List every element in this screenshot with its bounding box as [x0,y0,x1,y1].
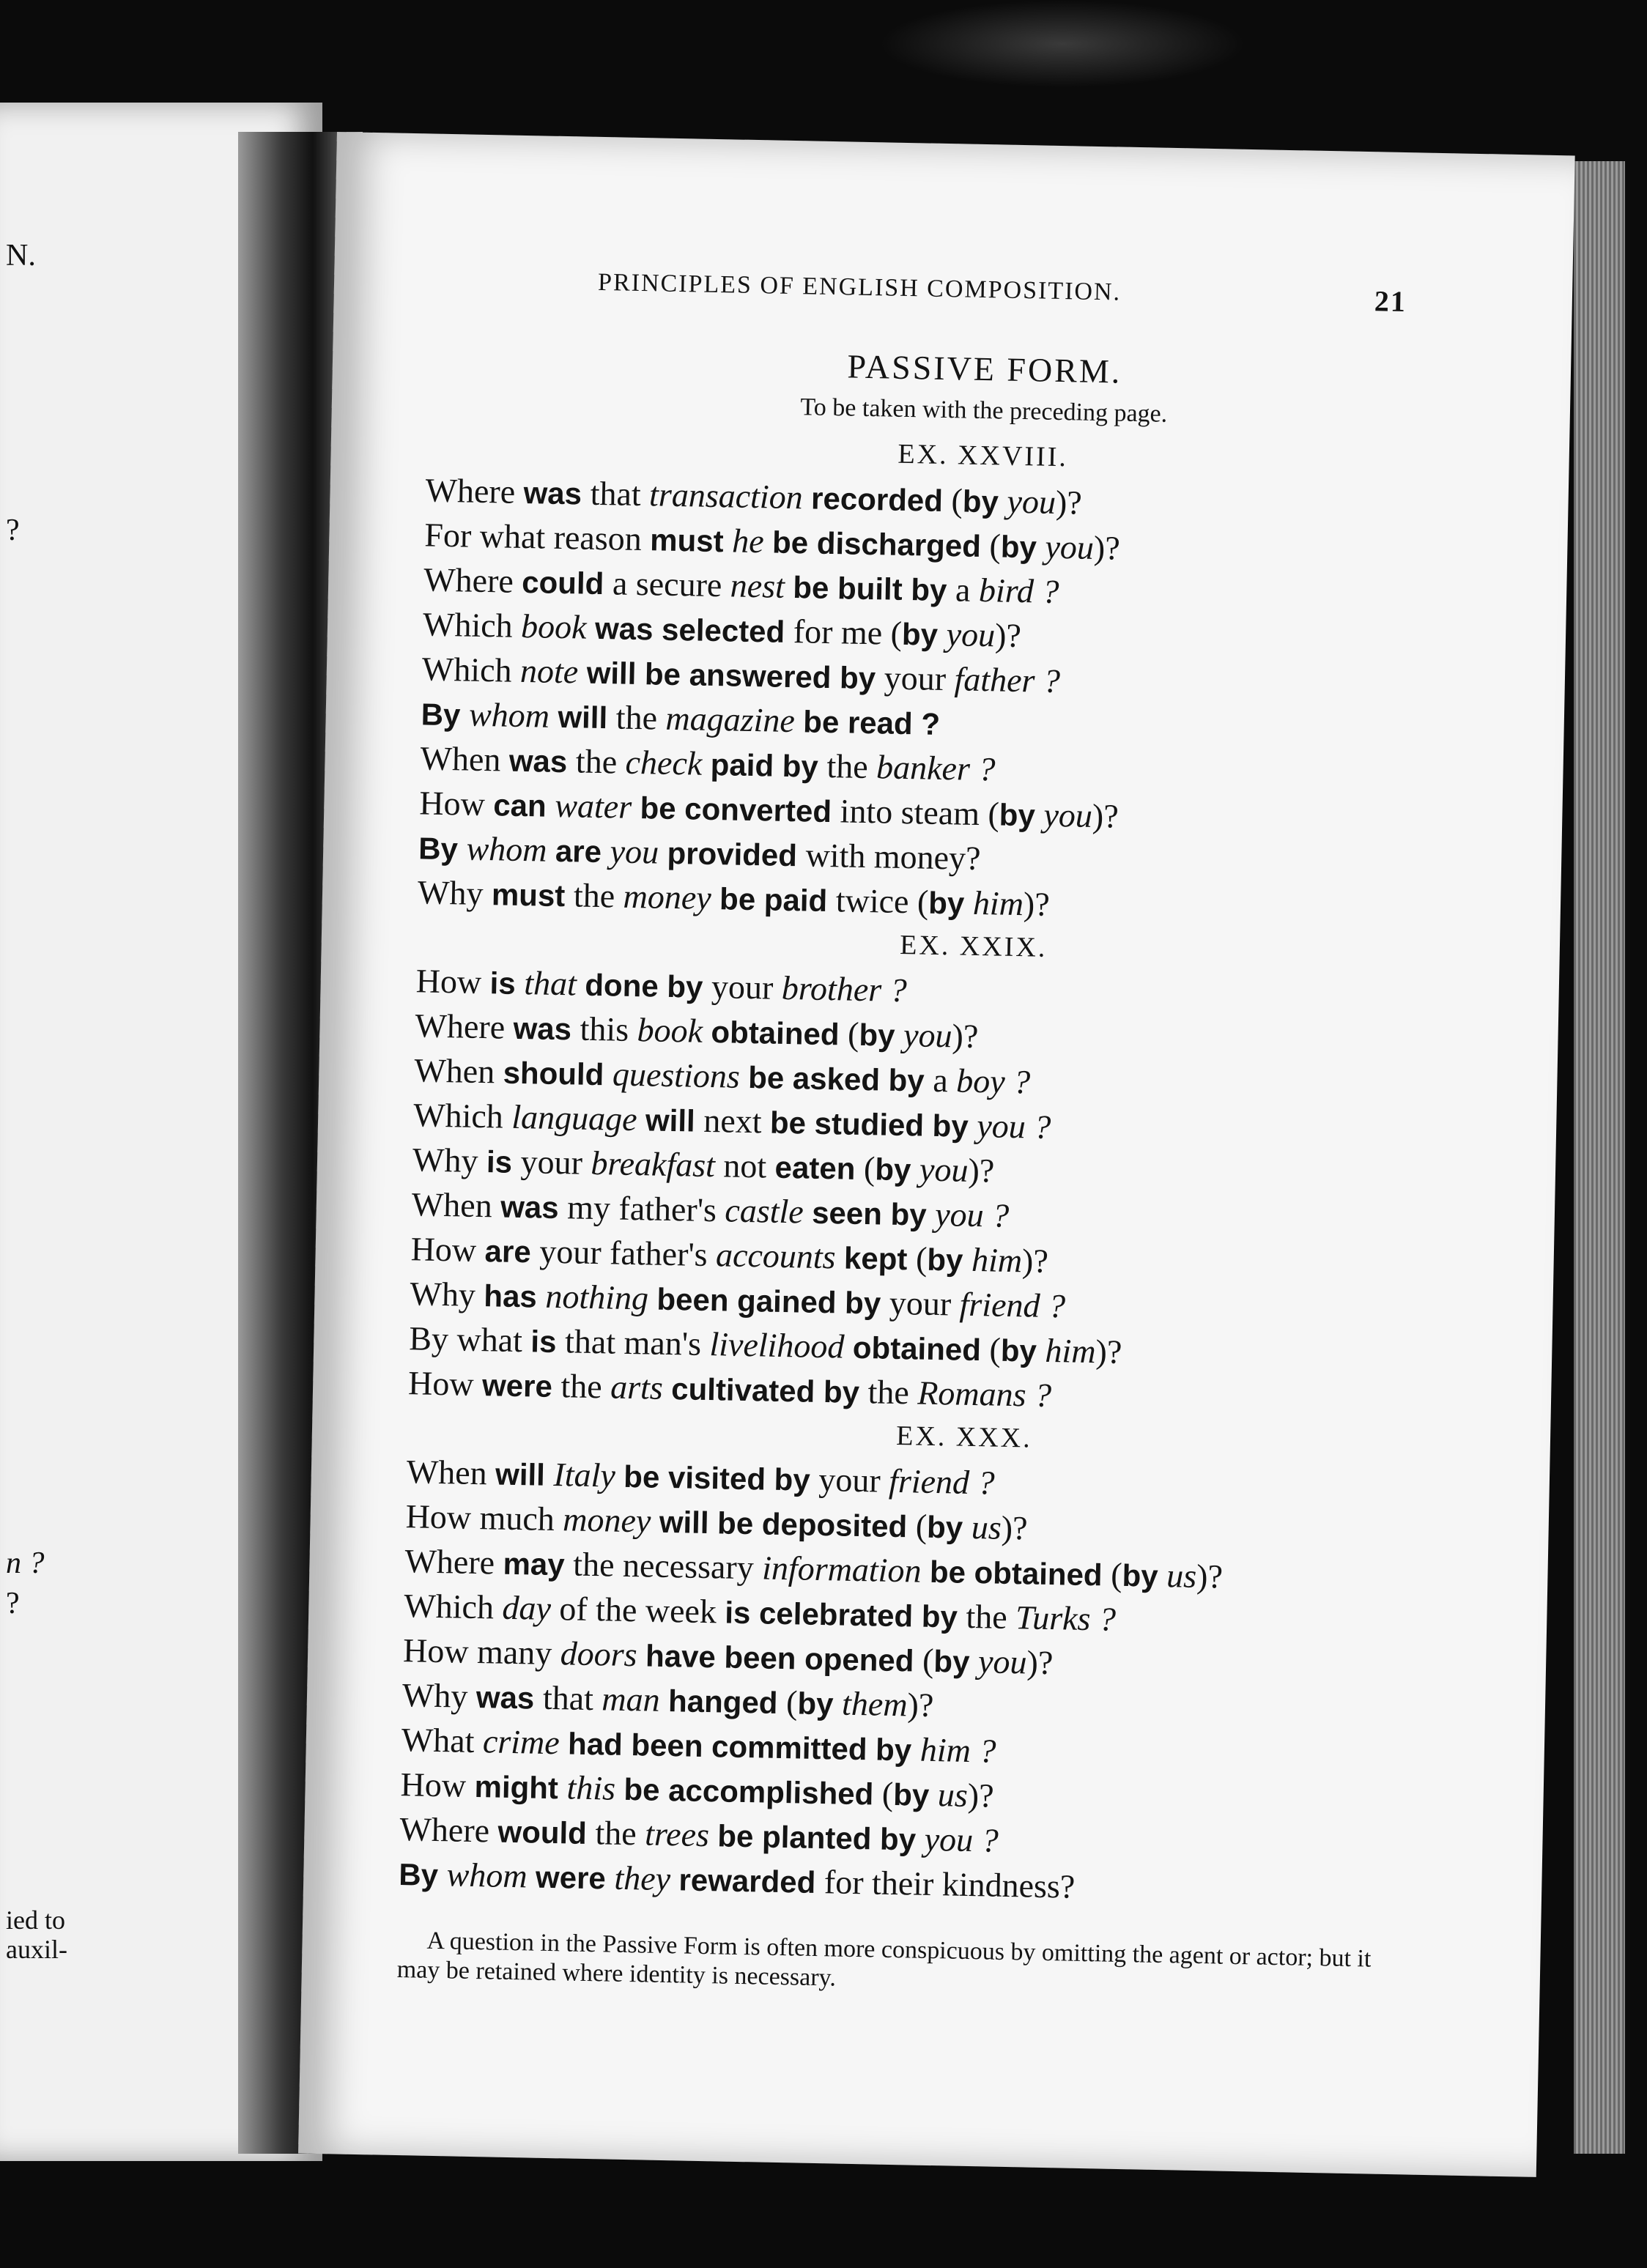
question-segment: water [554,786,641,826]
question-segment: )? [952,1017,979,1056]
question-segment: Turks ? [1015,1598,1117,1638]
question-segment: must [491,877,574,914]
question-segment: by [901,616,947,653]
page-edges [1574,161,1625,2154]
question-segment: doors [560,1634,646,1674]
question-segment: Where [404,1542,504,1582]
question-segment: will [558,699,617,735]
question-segment: eaten [774,1149,865,1187]
question-segment: your [818,1460,889,1500]
question-segment: is [486,1144,522,1180]
question-segment: him ? [919,1730,996,1770]
question-segment: the [966,1597,1016,1637]
question-segment: cultivated by [670,1371,869,1410]
exercise-questions [408,959,1442,1426]
question-segment: my father's [566,1188,725,1229]
question-segment: by [928,885,974,921]
book-page [298,132,1575,2177]
question-segment: arts [610,1368,672,1407]
question-segment: When [420,739,510,779]
question-segment: nothing [545,1277,658,1317]
question-segment: by [874,1152,920,1187]
question-segment: )? [968,1151,995,1190]
question-segment: of the week [558,1590,725,1631]
question-segment: be studied by [769,1105,977,1144]
question-segment: for me ( [793,612,903,652]
question-segment: that [542,1678,602,1718]
question-segment: us [1166,1557,1197,1595]
question-segment: )? [1055,483,1083,522]
question-segment: has [484,1278,546,1314]
question-segment: with money? [805,836,981,878]
question-segment: were [481,1368,561,1404]
question-segment: this [566,1768,625,1807]
question-segment: nest [730,566,793,606]
question-segment: be planted by [717,1818,925,1857]
question-segment: Italy [553,1456,624,1494]
question-segment: be accomplished [623,1771,883,1812]
section-heading: PASSIVE FORM. [847,347,1122,390]
question-segment: by [926,1509,972,1545]
question-segment: you [1045,527,1095,566]
question-segment: How [415,962,491,1001]
question-segment: be paid [719,881,837,919]
question-segment: had been committed by [567,1726,921,1768]
question-segment: )? [1196,1557,1224,1596]
question-segment: you [946,615,996,654]
question-segment: the [615,698,667,737]
question-segment: he [731,522,773,560]
question-segment: banker ? [876,748,996,788]
question-segment: not [722,1146,776,1185]
question-segment: )? [1095,1333,1122,1371]
question-segment: can [492,788,555,823]
question-segment: might [474,1769,568,1806]
question-segment: book [520,607,596,646]
question-segment: By what [408,1319,531,1360]
question-segment: your father's [538,1232,717,1274]
question-segment: have been opened [645,1638,923,1678]
running-head-title: PRINCIPLES OF ENGLISH COMPOSITION. [597,268,1122,306]
question-segment: that [590,474,650,514]
question-segment: you [1043,796,1093,834]
question-segment: are [484,1234,540,1270]
question-segment: was [513,1010,581,1047]
question-segment: money [562,1500,660,1540]
question-segment: twice ( [835,881,929,921]
question-segment: ( [922,1641,934,1680]
left-fragment: ied to [6,1905,65,1935]
question-segment: was [508,743,577,779]
question-segment: paid by [710,746,827,784]
question-segment: )? [1093,528,1121,567]
question-segment: kept [843,1240,917,1277]
question-segment: brother ? [781,968,908,1009]
question-segment: Where [415,1007,514,1046]
left-fragment: N. [6,239,36,273]
dark-background-fold [879,0,1246,88]
question-segment: bird ? [978,571,1059,611]
question-segment: you [1007,482,1056,521]
question-segment: was [500,1189,568,1226]
question-segment: ( [989,527,1002,565]
question-segment: were [535,1859,615,1896]
question-segment: they [614,1858,680,1898]
question-segment: will [495,1456,555,1493]
question-segment: friend ? [888,1461,996,1502]
question-segment: breakfast [591,1144,724,1185]
exercise-title: EX. XXIX. [899,929,1048,963]
question-segment: When [411,1185,501,1225]
exercise-title: EX. XXX. [895,1420,1033,1454]
question-segment: will [645,1102,704,1138]
question-segment: by [933,1644,979,1680]
question-segment: rewarded [678,1862,825,1900]
question-segment: Which [422,605,522,645]
question-segment: recorded [810,481,952,519]
question-segment: was [523,475,591,511]
question-segment: man [601,1680,669,1719]
question-segment: magazine [665,699,804,740]
question-segment: him [972,883,1024,923]
question-segment: the [826,746,877,786]
question-segment: transaction [648,475,812,516]
question-segment: by [999,797,1044,833]
question-segment: will be answered by [586,655,885,696]
question-segment: a [955,571,980,609]
question-segment: you [903,1016,953,1055]
question-segment: friend ? [959,1285,1066,1325]
exercise-questions [399,1450,1432,1916]
question-segment: whom [466,829,556,869]
question-segment: is [530,1324,566,1360]
question-segment: you ? [976,1107,1051,1146]
question-segment: How much [405,1497,563,1538]
question-segment: the [595,1814,645,1853]
question-segment: be read ? [802,704,941,741]
question-segment: you ? [924,1820,999,1859]
question-segment: your [520,1143,591,1182]
question-segment: father ? [954,660,1061,700]
question-segment: be converted [640,790,841,829]
question-segment: Why [412,1141,487,1180]
question-segment: you [919,1150,969,1189]
question-segment: by [892,1776,939,1813]
question-segment: this [580,1009,638,1049]
question-segment: us [937,1776,969,1814]
question-segment: ( [847,1015,860,1053]
question-segment: a secure [612,564,731,604]
question-segment: When [406,1453,496,1492]
question-segment: How [410,1230,486,1270]
question-segment: Where [425,471,525,511]
question-segment: you [977,1642,1028,1681]
question-segment: Which [412,1096,512,1135]
question-segment: be built by [792,570,956,608]
question-segment: How many [402,1631,561,1672]
question-segment: For what reason [423,516,651,558]
question-segment: information [761,1549,930,1590]
page-content [396,265,1455,2004]
question-segment: may [503,1546,574,1582]
question-segment: us [971,1508,1002,1546]
question-segment: is [489,966,525,1001]
question-segment: by [1000,529,1045,565]
question-segment: check [625,743,711,782]
question-segment: ( [915,1507,928,1545]
question-segment: him [1045,1331,1097,1371]
question-segment: been gained by [656,1281,890,1321]
question-segment: livelihood [709,1325,854,1365]
question-segment: castle [724,1191,813,1231]
question-segment: Why [417,873,492,913]
question-segment: your [711,968,782,1007]
question-segment: By [421,697,470,733]
question-segment: will be deposited [659,1504,917,1544]
question-segment: language [511,1097,646,1138]
question-segment: ( [881,1774,894,1812]
question-segment: be visited by [623,1459,819,1497]
question-segment: )? [994,616,1022,655]
question-segment: could [521,564,613,601]
question-segment: )? [1023,885,1051,923]
question-segment: you [610,832,668,871]
question-segment: How [418,784,494,823]
question-segment: ( [863,1149,876,1187]
question-segment: must [649,522,733,559]
footnote: A question in the Passive Form is often more conspicuous by omitting the agent or actor; but it may be retained where identity is necessary. [396,1927,1372,1992]
question-segment: How [407,1364,483,1404]
section-subheading: To be taken with the preceding page. [800,393,1168,428]
question-segment: be asked by [747,1060,933,1098]
question-segment: questions [612,1055,749,1096]
question-segment: )? [1021,1242,1049,1280]
question-segment: book [637,1011,712,1050]
question-segment: by [1122,1557,1167,1594]
question-segment: into steam ( [840,792,1000,833]
running-head [429,265,1455,329]
question-segment: )? [967,1776,995,1815]
left-fragment: ? [6,514,20,547]
question-segment: them [841,1684,908,1724]
question-segment: Which [403,1587,503,1626]
left-fragment: n ? [6,1546,45,1580]
question-segment: him [971,1240,1023,1280]
question-segment: When [413,1051,504,1091]
left-fragment: ? [6,1587,20,1620]
question-segment: note [519,651,588,691]
question-segment: )? [1092,796,1119,835]
question-segment: )? [907,1686,934,1724]
question-segment: be discharged [771,525,990,564]
question-segment: is celebrated by [724,1595,966,1634]
question-segment: whom [468,695,559,735]
page-number: 21 [1374,284,1407,319]
question-segment: Which [421,650,521,689]
question-segment: Why [410,1275,484,1314]
question-segment: the [867,1373,918,1412]
question-segment: ( [1110,1555,1123,1593]
question-segment: obtained [852,1330,991,1368]
question-segment: hanged [667,1683,787,1721]
question-segment: that [523,964,585,1003]
question-segment: whom [446,1856,536,1895]
question-segment: boy ? [955,1061,1031,1101]
question-segment: a [932,1061,957,1100]
question-segment: should [503,1055,613,1092]
question-segment: you ? [934,1195,1010,1234]
question-segment: was selected [594,610,794,650]
question-segment: What [401,1721,484,1760]
question-segment: your [884,659,955,698]
question-segment: Where [399,1810,499,1850]
question-segment: accounts [715,1236,845,1276]
question-segment: day [502,1588,560,1628]
question-segment: by [962,483,1008,519]
question-segment: for their kindness? [824,1863,1076,1905]
question-segment: obtained [711,1015,848,1052]
question-segment: Where [423,560,522,600]
question-segment: ( [785,1683,798,1722]
question-segment: )? [1026,1643,1054,1682]
question-segment: was [475,1680,544,1716]
question-segment: seen by [811,1195,936,1232]
exercise-title: EX. XXVIII. [897,438,1069,473]
question-segment: the [575,742,626,781]
question-segment: are [555,833,611,870]
question-segment: by [926,1242,972,1278]
question-segment: would [497,1814,596,1851]
question-segment: by [797,1686,843,1722]
question-segment: )? [1001,1508,1029,1547]
question-segment: crime [482,1722,569,1762]
question-segment: the [560,1367,611,1406]
question-segment: next [703,1101,771,1141]
question-segment: ( [915,1239,928,1278]
question-segment: by [859,1017,904,1053]
question-segment: By [398,1857,448,1893]
question-segment: your [889,1283,961,1323]
question-segment: How [400,1765,475,1805]
exercises [399,429,1452,1916]
question-segment: trees [644,1815,718,1854]
exercise-questions [417,468,1451,935]
question-segment: By [418,831,467,867]
question-segment: money [623,877,720,917]
question-segment: Why [401,1676,477,1716]
question-segment: ( [989,1330,1002,1368]
left-fragment: auxil- [6,1935,67,1964]
question-segment: the necessary [572,1545,763,1587]
question-segment: ( [951,481,963,519]
question-segment: done by [584,967,712,1005]
question-segment: by [1000,1333,1046,1368]
question-segment: provided [667,835,807,873]
question-segment: the [573,876,624,915]
question-segment: be obtained [929,1554,1111,1593]
question-segment: that man's [564,1322,711,1363]
question-segment: Romans ? [917,1374,1052,1415]
